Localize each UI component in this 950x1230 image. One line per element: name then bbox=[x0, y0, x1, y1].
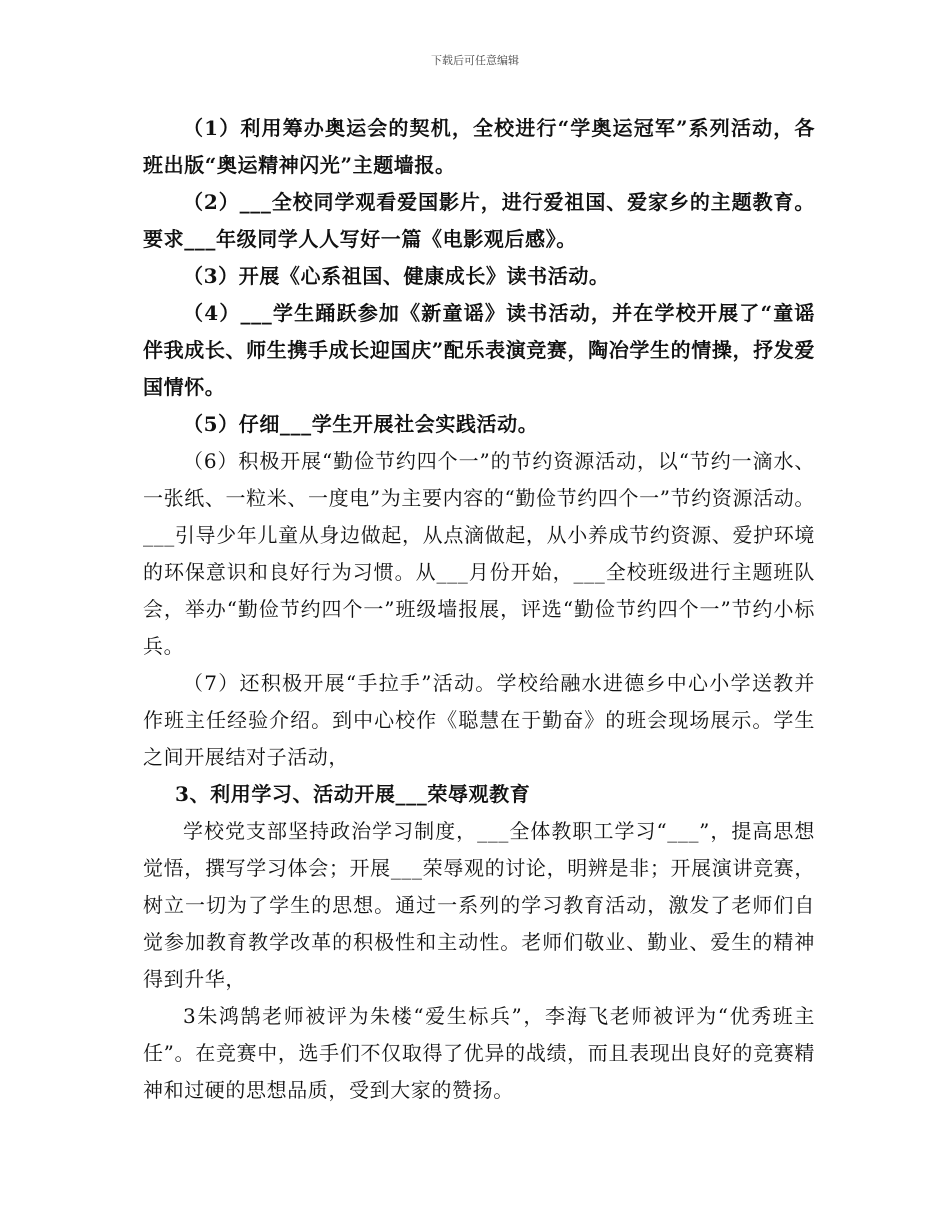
paragraph-item-3: （3）开展《心系祖国、健康成长》读书活动。 bbox=[183, 264, 610, 288]
paragraph-item-5: （5）仔细___学生开展社会实践活动。 bbox=[183, 412, 539, 436]
paragraph-item-7: （7）还积极开展“手拉手”活动。学校给融水进德乡中心小学送教并作班主任经验介绍。到中心校作《聪慧在于勤奋》的班会现场展示。学生之间开展结对子活动， bbox=[143, 671, 815, 769]
paragraph-teacher-study: 学校党支部坚持政治学习制度，___全体教职工学习“___”，提高思想觉悟，撰写学习体会；开展___荣辱观的讨论，明辨是非；开展演讲竞赛，树立一切为了学生的思想。通过一系列的学习教育活动，激发了老师们自觉参加教育教学改革的积极性和主动性。老师们敬业、勤业、爱生的精神得到升华， bbox=[143, 819, 815, 991]
paragraph-item-4: （4）___学生踊跃参加《新童谣》读书活动，并在学校开展了“童谣伴我成长、师生携手成长迎国庆”配乐表演竞赛，陶冶学生的情操，抒发爱国情怀。 bbox=[143, 301, 815, 399]
paragraph-item-2: （2）___全校同学观看爱国影片，进行爱祖国、爱家乡的主题教育。要求___年级同学人人写好一篇《电影观后感》。 bbox=[143, 190, 815, 251]
page-header: 下载后可任意编辑 bbox=[431, 54, 519, 67]
paragraph-item-1: （1）利用筹办奥运会的契机，全校进行“学奥运冠军”系列活动，各班出版“奥运精神闪光”主题墙报。 bbox=[143, 116, 815, 177]
document-body bbox=[143, 110, 815, 1109]
paragraph-item-6: （6）积极开展“勤俭节约四个一”的节约资源活动，以“节约一滴水、一张纸、一粒米、一度电”为主要内容的“勤俭节约四个一”节约资源活动。___引导少年儿童从身边做起，从点滴做起，从小养成节约资源、爱护环境的环保意识和良好行为习惯。从___月份开始，___全校班级进行主题班队会，举办“勤俭节约四个一”班级墙报展，评选“勤俭节约四个一”节约小标兵。 bbox=[143, 449, 815, 658]
section-heading: 3、利用学习、活动开展___荣辱观教育 bbox=[175, 782, 531, 806]
paragraph-awards: 3朱鸿鹄老师被评为朱楼“爱生标兵”，李海飞老师被评为“优秀班主任”。在竞赛中，选手们不仅取得了优异的战绩，而且表现出良好的竞赛精神和过硬的思想品质，受到大家的赞扬。 bbox=[143, 1004, 815, 1102]
